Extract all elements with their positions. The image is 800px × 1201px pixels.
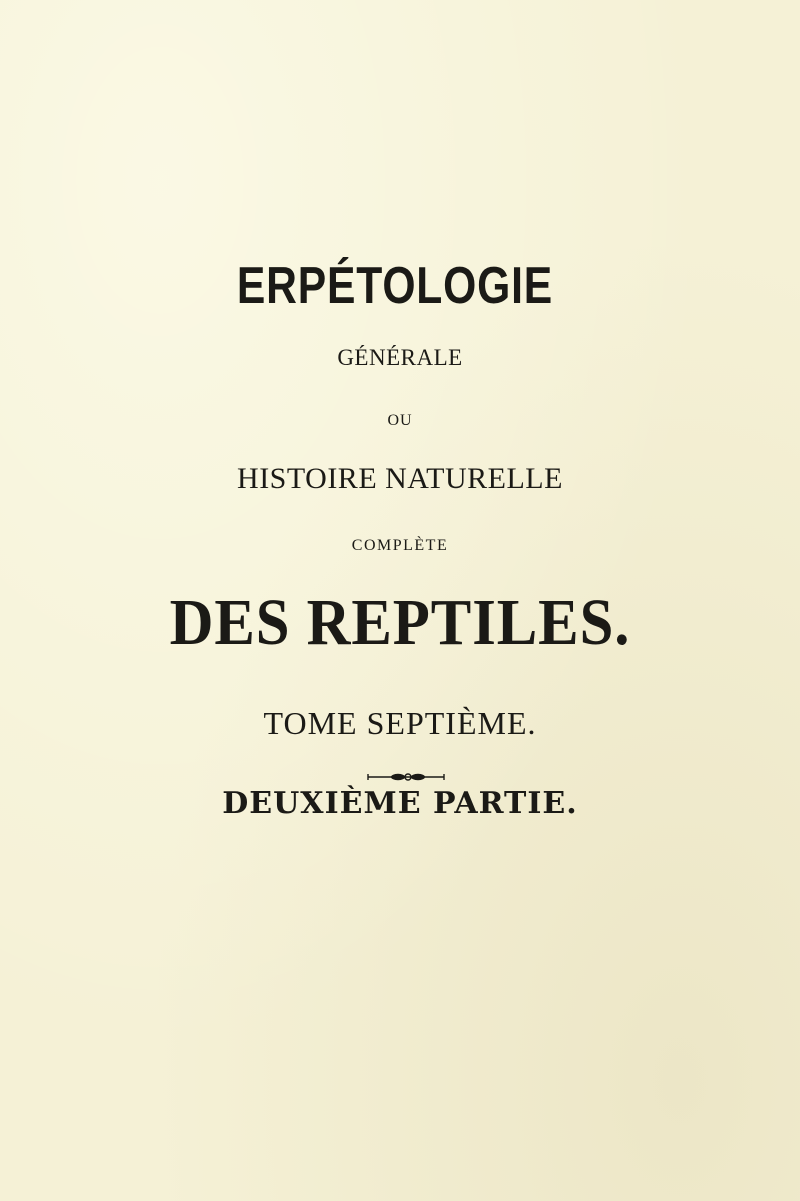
subtitle-histoire: HISTOIRE NATURELLE [237, 462, 563, 495]
subtitle-generale: GÉNÉRALE [337, 345, 463, 370]
part-label: DEUXIÈME PARTIE. [222, 786, 578, 821]
volume-label: TOME SEPTIÈME. [263, 705, 537, 741]
subject-title: DES REPTILES. [169, 586, 631, 659]
main-title: ERPÉTOLOGIE [236, 257, 554, 315]
subtitle-complete: COMPLÈTE [351, 537, 449, 554]
connector-ou: OU [387, 412, 413, 429]
divider-ornament [366, 772, 446, 782]
